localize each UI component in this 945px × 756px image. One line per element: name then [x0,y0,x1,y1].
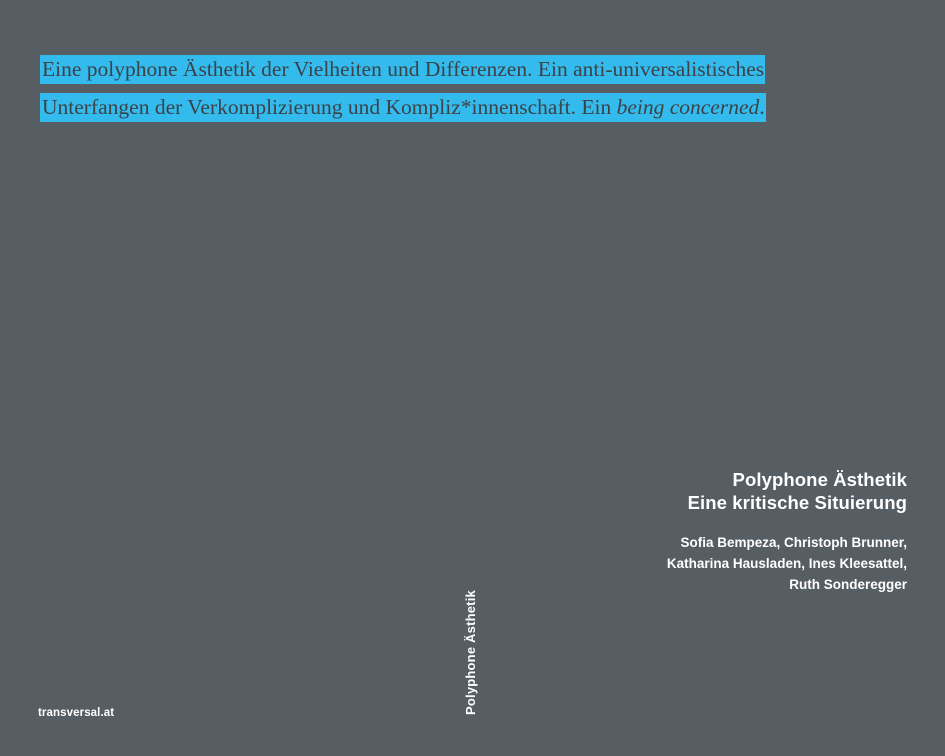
page-subtitle: Eine kritische Situierung [687,492,907,513]
quote-line-2 [40,88,840,126]
quote-line-1-text: Eine polyphone Ästhetik der Vielheiten und Differenzen. Ein anti-universalistisches [40,55,765,84]
publisher-imprint: transversal.at [38,707,115,719]
quote-line-1 [40,50,840,88]
author-line-1: Sofia Bempeza, Christoph Brunner, [680,535,907,550]
quote-line-2-part-b: . [759,95,765,119]
title-block [667,468,907,595]
quote-line-2-emphasis: being concerned [616,95,760,119]
page-title: Polyphone Ästhetik [732,469,907,490]
author-list [667,532,907,595]
spine-label: Polyphone Ästhetik [463,590,478,715]
author-line-2: Katharina Hausladen, Ines Kleesattel, [666,556,907,571]
headline-quote [40,50,840,126]
quote-line-2-part-a: Unterfangen der Verkomplizierung und Kompliz*innenschaft. Ein [42,95,617,119]
quote-line-2-text [40,93,766,122]
author-line-3: Ruth Sonderegger [789,577,907,592]
